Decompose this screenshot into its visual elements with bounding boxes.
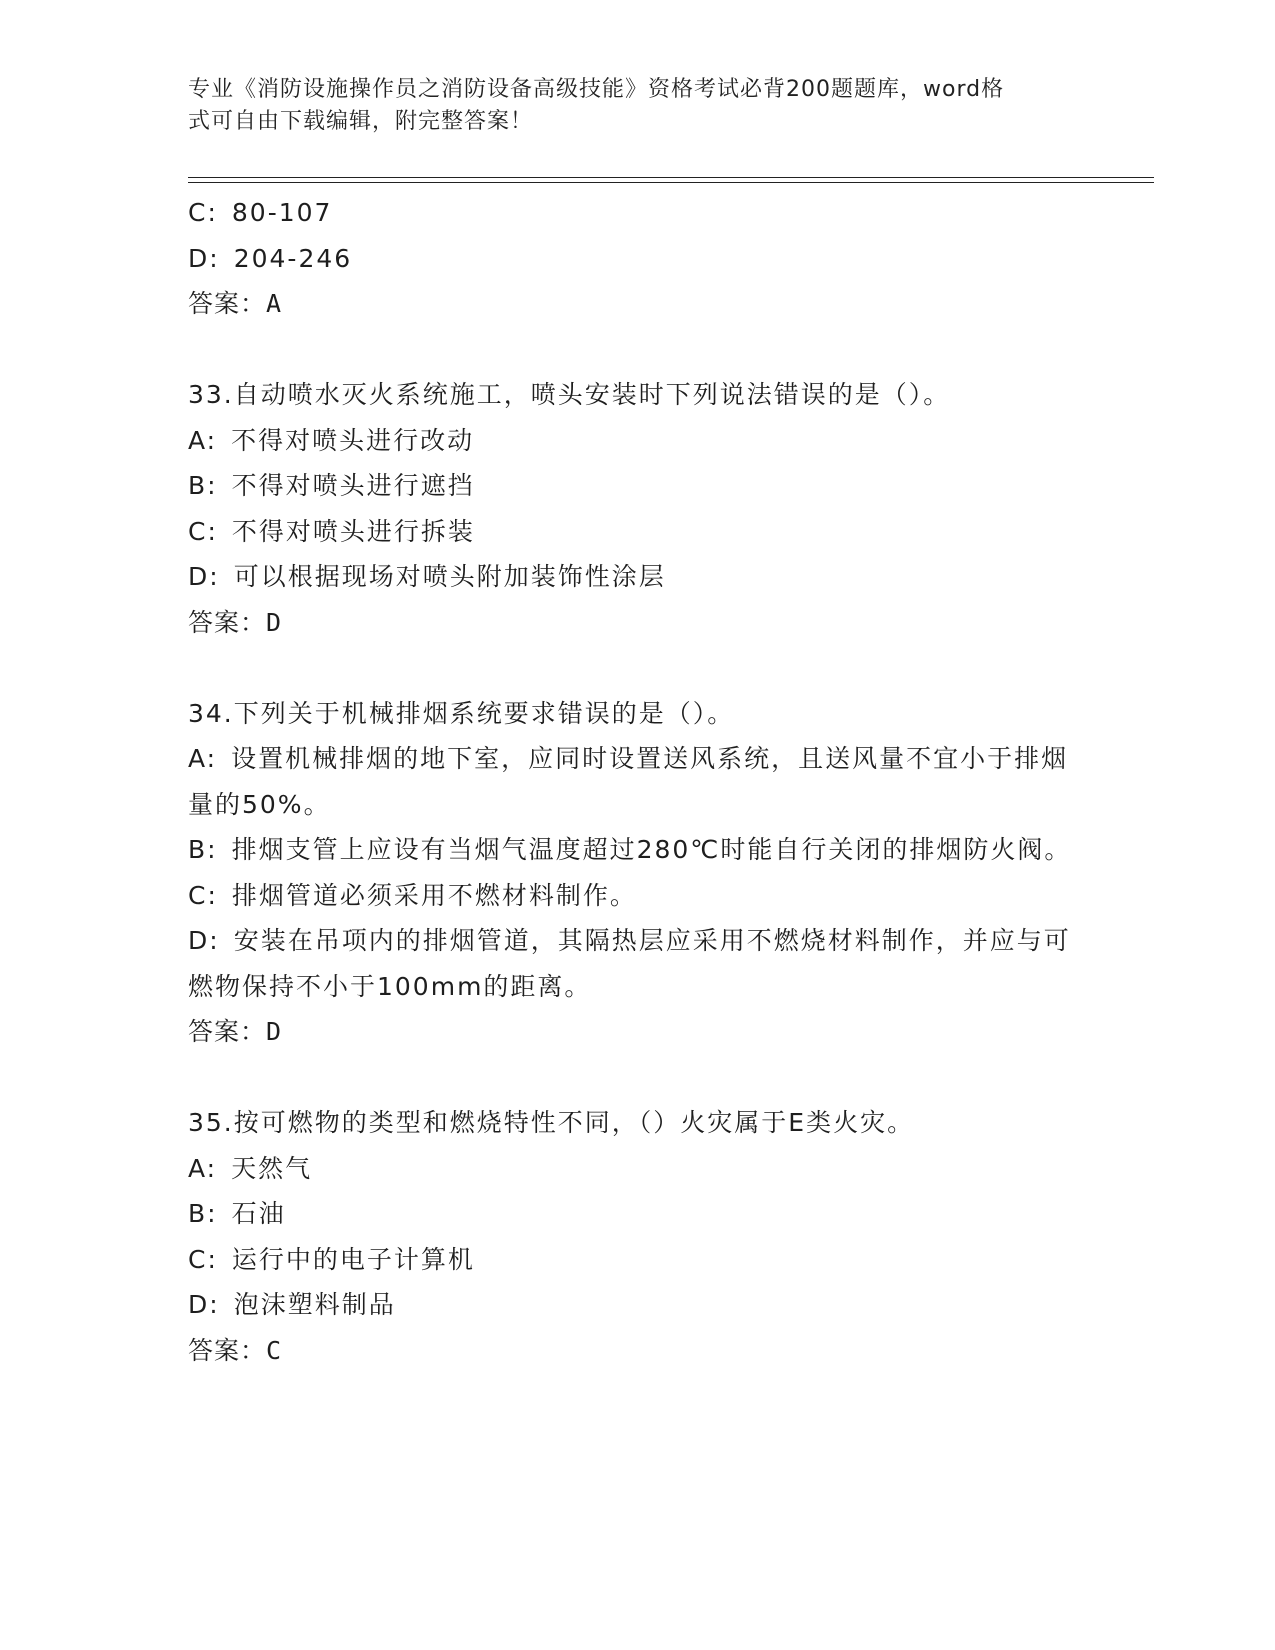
answer-line (188, 1009, 1088, 1055)
option-c: C: 不得对喷头进行拆装 (188, 516, 475, 546)
question-34 (188, 691, 1088, 1055)
option-text: 不得对喷头进行遮挡 (231, 471, 475, 500)
option-key: C (188, 1244, 208, 1274)
option-key: D (188, 1290, 210, 1319)
answer-label: 答案： (188, 607, 267, 637)
question-text: 下列关于机械排烟系统要求错误的是（）。 (233, 698, 735, 728)
answer-label: 答案： (188, 1017, 267, 1046)
question-stem (188, 1100, 1088, 1146)
question-number: 33. (188, 380, 234, 409)
option-c: C: 排烟管道必须采用不燃材料制作。 (188, 880, 637, 910)
option-text: 不得对喷头进行拆装 (231, 516, 475, 546)
option-d: D: 泡沫塑料制品 (188, 1290, 396, 1319)
answer-line (188, 1328, 1088, 1374)
option-text: 80-107 (231, 198, 333, 227)
option-b: B: 不得对喷头进行遮挡 (188, 471, 475, 500)
document-header (188, 74, 1068, 138)
header-rule-top (188, 177, 1154, 178)
question-text: 按可燃物的类型和燃烧特性不同，（）火灾属于E类火灾。 (233, 1108, 915, 1137)
option-text: 泡沫塑料制品 (233, 1290, 396, 1319)
answer-line (188, 600, 1088, 646)
option-text: 不得对喷头进行改动 (231, 425, 475, 455)
option-key: A (188, 425, 207, 455)
option-a: A: 设置机械排烟的地下室，应同时设置送风系统，且送风量不宜小于排烟量的50%。 (188, 744, 1069, 819)
option-b: B: 石油 (188, 1199, 286, 1228)
option-key: B (188, 835, 208, 864)
header-line-2: 式可自由下载编辑，附完整答案！ (188, 109, 534, 134)
question-number: 35. (188, 1108, 234, 1137)
option-a: A: 天然气 (188, 1153, 313, 1183)
option-text: 排烟管道必须采用不燃材料制作。 (231, 880, 637, 910)
option-text: 可以根据现场对喷头附加装饰性涂层 (233, 562, 666, 591)
header-rule-bottom (188, 182, 1154, 183)
option-d: D: 204-246 (188, 243, 353, 273)
question-stem (188, 691, 1088, 737)
question-stem (188, 372, 1088, 418)
option-key: A (188, 744, 207, 773)
previous-question-tail (188, 190, 1088, 327)
option-key: A (188, 1153, 207, 1183)
answer-label: 答案： (188, 289, 267, 318)
answer-value: A (266, 289, 283, 318)
option-text: 运行中的电子计算机 (231, 1244, 475, 1274)
option-text: 安装在吊项内的排烟管道，其隔热层应采用不燃烧材料制作，并应与可燃物保持不小于100mm的距离。 (188, 926, 1071, 1001)
option-text: 204-246 (233, 243, 353, 273)
question-list (188, 190, 1088, 1373)
option-text: 石油 (231, 1199, 286, 1228)
header-line-1: 专业《消防设施操作员之消防设备高级技能》资格考试必背200题题库，word格 (188, 77, 1005, 102)
answer-line (188, 281, 1088, 327)
option-key: B (188, 1199, 208, 1228)
option-text: 排烟支管上应设有当烟气温度超过280℃时能自行关闭的排烟防火阀。 (231, 835, 1072, 864)
option-d: D: 可以根据现场对喷头附加装饰性涂层 (188, 562, 666, 591)
question-35 (188, 1100, 1088, 1373)
question-33 (188, 372, 1088, 645)
answer-value: C (266, 1335, 283, 1365)
option-key: D (188, 562, 210, 591)
option-key: C (188, 880, 208, 910)
option-key: D (188, 926, 210, 955)
option-key: C (188, 198, 208, 227)
option-key: C (188, 516, 208, 546)
option-key: B (188, 471, 208, 500)
option-c: C: 80-107 (188, 198, 333, 227)
question-text: 自动喷水灭火系统施工，喷头安装时下列说法错误的是（）。 (233, 380, 951, 409)
option-key: D (188, 243, 210, 273)
option-d: D: 安装在吊项内的排烟管道，其隔热层应采用不燃烧材料制作，并应与可燃物保持不小于100mm的距离。 (188, 926, 1071, 1001)
option-c: C: 运行中的电子计算机 (188, 1244, 475, 1274)
option-text: 设置机械排烟的地下室，应同时设置送风系统，且送风量不宜小于排烟量的50%。 (188, 744, 1069, 819)
option-b: B: 排烟支管上应设有当烟气温度超过280℃时能自行关闭的排烟防火阀。 (188, 835, 1072, 864)
answer-label: 答案： (188, 1335, 267, 1365)
answer-value: D (266, 607, 283, 637)
option-text: 天然气 (231, 1153, 313, 1183)
option-a: A: 不得对喷头进行改动 (188, 425, 475, 455)
answer-value: D (266, 1017, 283, 1046)
question-number: 34. (188, 698, 234, 728)
